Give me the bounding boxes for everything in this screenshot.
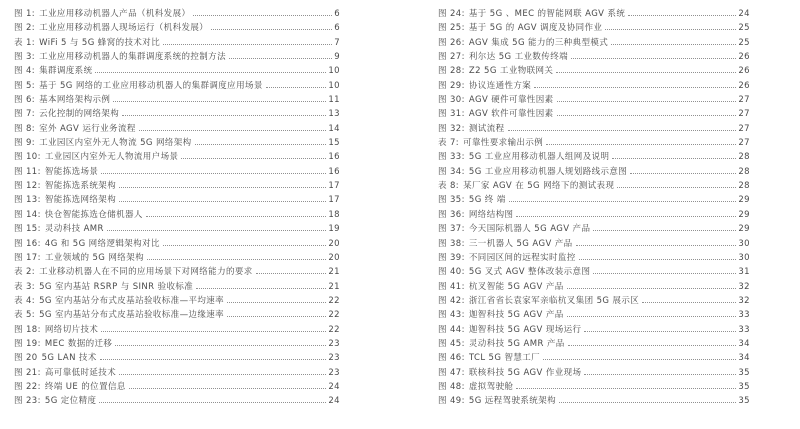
toc-entry[interactable] (14, 165, 340, 179)
toc-leader-dots (101, 172, 326, 174)
toc-leader-dots (516, 215, 736, 217)
toc-entry[interactable] (438, 265, 750, 279)
toc-entry-title: 5G 远程驾驶系统架构 (468, 396, 556, 407)
toc-entry-label: 图 33: (438, 152, 465, 163)
toc-entry-label: 图 24: (438, 9, 465, 19)
toc-entry-page: 7 (334, 37, 340, 48)
toc-entry-page: 26 (738, 52, 750, 63)
toc-entry-title: AGV 软件可靠性因素 (468, 109, 554, 120)
toc-entry-page: 32 (738, 281, 750, 292)
toc-entry-title: 三一机器人 5G AGV 产品 (468, 238, 573, 249)
toc-entry-title: 迦智科技 5G AGV 产品 (468, 310, 564, 321)
toc-entry[interactable] (438, 208, 750, 222)
toc-leader-dots (571, 57, 736, 59)
toc-entry-label: 图 12: (14, 181, 41, 192)
toc-entry-page: 31 (738, 267, 750, 278)
toc-leader-dots (576, 244, 737, 246)
toc-entry-label: 图 6: (14, 95, 36, 106)
toc-entry[interactable] (14, 394, 340, 408)
toc-entry[interactable] (438, 294, 750, 308)
toc-entry-label: 图 40: (438, 267, 465, 278)
toc-leader-dots (95, 71, 326, 73)
toc-entry-page: 24 (328, 381, 340, 392)
toc-leader-dots (508, 129, 737, 131)
toc-entry[interactable] (438, 136, 750, 150)
toc-entry-title: AGV 硬件可靠性因素 (468, 95, 554, 106)
toc-leader-dots (630, 172, 736, 174)
toc-entry-title: 协议连通性方案 (468, 80, 532, 91)
toc-entry-title: 5G 室内基站分布式皮基站验收标准—边缘速率 (39, 310, 225, 321)
toc-entry-page: 17 (328, 195, 340, 206)
toc-entry-title: MEC 数据的迁移 (44, 338, 113, 349)
toc-leader-dots (115, 344, 326, 346)
toc-entry-label: 图 4: (14, 66, 36, 77)
toc-entry[interactable] (14, 380, 340, 394)
toc-entry-title: 工业园区内室外无人物流用户场景 (44, 152, 179, 163)
toc-entry-title: 今天国际机器人 5G AGV 产品 (468, 224, 591, 235)
toc-entry-label: 图 26: (438, 37, 465, 48)
toc-entry-title: 某厂家 AGV 在 5G 网络下的测试表现 (463, 181, 615, 192)
toc-entry[interactable] (14, 237, 340, 251)
toc-entry-page: 34 (738, 338, 750, 349)
toc-entry-label: 图 5: (14, 80, 36, 91)
toc-entry-title: 工业领域的 5G 网络架构 (44, 252, 144, 263)
toc-leader-dots (107, 229, 327, 231)
toc-entry-title: 云化控制的网络架构 (39, 109, 120, 120)
toc-entry-label: 图 15: (14, 224, 41, 235)
toc-column-left (14, 7, 340, 409)
toc-entry[interactable] (14, 323, 340, 337)
toc-entry-label: 图 19: (14, 338, 41, 349)
toc-leader-dots (605, 28, 736, 30)
toc-entry-page: 33 (738, 324, 750, 335)
toc-entry[interactable] (438, 36, 750, 50)
toc-leader-dots (557, 100, 737, 102)
toc-entry-page: 16 (328, 166, 340, 177)
toc-entry-label: 图 30: (438, 95, 465, 106)
toc-entry-title: 网络切片技术 (44, 324, 99, 335)
toc-entry-label: 图 2: (14, 23, 36, 34)
toc-entry-title: 联核科技 5G AGV 作业现场 (468, 367, 582, 378)
toc-entry-label: 图 7: (14, 109, 36, 120)
toc-entry-page: 6 (334, 23, 340, 34)
toc-leader-dots (211, 28, 332, 30)
toc-leader-dots (119, 373, 326, 375)
toc-entry-page: 21 (328, 281, 340, 292)
toc-entry-title: 5G 定位精度 (44, 396, 97, 407)
toc-entry-label: 图 34: (438, 166, 465, 177)
toc-entry[interactable] (438, 79, 750, 93)
toc-entry-title: 5G 室内基站 RSRP 与 SINR 验收标准 (39, 281, 194, 292)
toc-entry-page: 11 (328, 95, 340, 106)
toc-entry-title: 5G 室内基站分布式皮基站验收标准—平均速率 (39, 295, 225, 306)
toc-leader-dots (256, 272, 327, 274)
toc-entry[interactable] (438, 7, 750, 21)
toc-entry[interactable] (438, 323, 750, 337)
toc-entry-title: 杭叉智能 5G AGV 产品 (468, 281, 564, 292)
toc-entry-page: 22 (328, 295, 340, 306)
toc-entry-page: 20 (328, 238, 340, 249)
toc-entry-page: 19 (328, 224, 340, 235)
toc-entry-label: 图 20 (14, 353, 38, 364)
toc-leader-dots (163, 43, 332, 45)
toc-entry[interactable] (14, 36, 340, 50)
toc-entry-page: 10 (328, 80, 340, 91)
toc-entry-label: 图 16: (14, 238, 41, 249)
toc-entry-page: 27 (738, 109, 750, 120)
toc-entry-label: 图 1: (14, 9, 36, 19)
toc-leader-dots (557, 114, 737, 116)
toc-leader-dots (628, 14, 736, 16)
toc-leader-dots (579, 258, 737, 260)
toc-entry-page: 25 (738, 37, 750, 48)
toc-entry-page: 29 (738, 224, 750, 235)
toc-entry-title: 4G 和 5G 网络逻辑架构对比 (44, 238, 160, 249)
toc-entry-title: 室外 AGV 运行业务流程 (39, 123, 136, 134)
toc-entry[interactable] (14, 64, 340, 78)
toc-entry-title: 基于 5G 、MEC 的智能网联 AGV 系统 (468, 9, 626, 19)
toc-entry-label: 图 45: (438, 338, 465, 349)
toc-entry-page: 27 (738, 95, 750, 106)
toc-entry-title: 基于 5G 的 AGV 调度及协同作业 (468, 23, 603, 34)
toc-entry[interactable] (438, 237, 750, 251)
toc-entry-page: 20 (328, 252, 340, 263)
toc-entry-label: 表 7: (438, 138, 460, 149)
toc-entry-label: 表 8: (438, 181, 460, 192)
toc-entry-title: 迦智科技 5G AGV 现场运行 (468, 324, 582, 335)
toc-entry[interactable] (438, 337, 750, 351)
toc-entry-page: 27 (738, 123, 750, 134)
toc-entry-page: 29 (738, 195, 750, 206)
toc-entry-page: 24 (738, 9, 750, 19)
toc-entry-page: 32 (738, 295, 750, 306)
toc-entry-label: 图 14: (14, 209, 41, 220)
toc-entry-title: WiFi 5 与 5G 蜂窝的技术对比 (39, 37, 161, 48)
toc-entry-title: 智能拣选系统架构 (44, 181, 117, 192)
toc-entry-label: 表 2: (14, 267, 36, 278)
toc-entry[interactable] (14, 222, 340, 236)
toc-entry-title: 工业应用移动机器人产品（机科发展） (39, 9, 191, 19)
toc-entry[interactable] (438, 366, 750, 380)
toc-leader-dots (556, 71, 736, 73)
toc-entry[interactable] (438, 394, 750, 408)
toc-entry[interactable] (14, 193, 340, 207)
toc-leader-dots (509, 200, 737, 202)
toc-entry-label: 图 25: (438, 23, 465, 34)
toc-entry-page: 16 (328, 152, 340, 163)
toc-entry-title: 虚拟驾驶舱 (468, 381, 514, 392)
toc-entry-label: 表 5: (14, 310, 36, 321)
toc-leader-dots (119, 200, 326, 202)
toc-entry[interactable] (14, 280, 340, 294)
toc-entry-label: 图 17: (14, 252, 41, 263)
toc-entry-title: 终端 UE 的位置信息 (44, 381, 126, 392)
toc-entry-title: 可靠性要求输出示例 (463, 138, 544, 149)
toc-entry-label: 图 10: (14, 152, 41, 163)
toc-entry-label: 图 3: (14, 52, 36, 63)
toc-entry[interactable] (14, 79, 340, 93)
toc-entry-label: 图 23: (14, 396, 41, 407)
toc-entry-page: 22 (328, 310, 340, 321)
toc-entry-page: 21 (328, 267, 340, 278)
toc-leader-dots (146, 215, 327, 217)
toc-leader-dots (593, 272, 736, 274)
toc-entry[interactable] (438, 122, 750, 136)
toc-entry-label: 图 46: (438, 353, 465, 364)
toc-leader-dots (227, 315, 326, 317)
toc-entry[interactable] (14, 308, 340, 322)
toc-leader-dots (593, 229, 736, 231)
toc-entry[interactable] (438, 179, 750, 193)
toc-entry-label: 图 41: (438, 281, 465, 292)
toc-entry[interactable] (14, 136, 340, 150)
toc-leader-dots (196, 287, 326, 289)
toc-entry-label: 图 28: (438, 66, 465, 77)
toc-entry-page: 30 (738, 238, 750, 249)
toc-entry-label: 图 44: (438, 324, 465, 335)
toc-entry-title: 工业应用移动机器人现场运行（机科发展） (39, 23, 209, 34)
toc-entry[interactable] (14, 93, 340, 107)
toc-entry-label: 图 48: (438, 381, 465, 392)
toc-entry-label: 图 11: (14, 166, 41, 177)
toc-leader-dots (611, 43, 736, 45)
toc-entry-page: 17 (328, 181, 340, 192)
toc-entry[interactable] (14, 351, 340, 365)
toc-entry[interactable] (438, 107, 750, 121)
toc-entry[interactable] (438, 351, 750, 365)
toc-entry[interactable] (14, 179, 340, 193)
toc-entry-title: 工业移动机器人在不同的应用场景下对网络能力的要求 (39, 267, 253, 278)
toc-entry-title: 5G 叉式 AGV 整体改装示意图 (468, 267, 591, 278)
toc-entry-page: 24 (328, 396, 340, 407)
toc-leader-dots (584, 373, 736, 375)
toc-entry[interactable] (438, 150, 750, 164)
toc-entry-page: 35 (738, 367, 750, 378)
toc-entry[interactable] (14, 366, 340, 380)
toc-entry[interactable] (14, 107, 340, 121)
toc-entry[interactable] (14, 122, 340, 136)
toc-entry-page: 9 (334, 52, 340, 63)
toc-entry-label: 图 37: (438, 224, 465, 235)
toc-entry-label: 图 43: (438, 310, 465, 321)
toc-entry-title: 智能拣选网络架构 (44, 195, 117, 206)
toc-leader-dots (567, 287, 737, 289)
toc-entry-page: 30 (738, 252, 750, 263)
toc-entry-label: 图 35: (438, 195, 465, 206)
toc-entry-page: 34 (738, 353, 750, 364)
toc-entry[interactable] (14, 265, 340, 279)
toc-leader-dots (99, 401, 326, 403)
toc-entry[interactable] (438, 193, 750, 207)
toc-leader-dots (163, 244, 326, 246)
toc-entry-label: 图 47: (438, 367, 465, 378)
toc-entry[interactable] (438, 308, 750, 322)
toc-entry-label: 图 38: (438, 238, 465, 249)
toc-entry-label: 图 49: (438, 396, 465, 407)
toc-leader-dots (546, 143, 736, 145)
toc-entry-title: 工业应用移动机器人的集群调度系统的控制方法 (39, 52, 226, 63)
toc-entry-label: 表 3: (14, 281, 36, 292)
toc-entry-title: 灵动科技 5G AMR 产品 (468, 338, 565, 349)
toc-leader-dots (266, 86, 327, 88)
toc-entry[interactable] (438, 93, 750, 107)
toc-entry-page: 23 (328, 367, 340, 378)
toc-entry-label: 图 32: (438, 123, 465, 134)
toc-leader-dots (516, 387, 736, 389)
toc-entry[interactable] (438, 21, 750, 35)
toc-entry-label: 图 8: (14, 123, 36, 134)
toc-entry-page: 28 (738, 166, 750, 177)
toc-entry[interactable] (438, 64, 750, 78)
toc-entry-page: 23 (328, 353, 340, 364)
toc-leader-dots (567, 315, 737, 317)
toc-entry-page: 35 (738, 396, 750, 407)
toc-entry-title: 5G LAN 技术 (41, 353, 97, 364)
toc-entry-title: 基于 5G 网络的工业应用移动机器人的集群调度应用场景 (39, 80, 263, 91)
toc-entry[interactable] (14, 337, 340, 351)
toc-entry-label: 图 31: (438, 109, 465, 120)
toc-leader-dots (559, 401, 736, 403)
toc-entry-page: 28 (738, 181, 750, 192)
toc-entry-page: 25 (738, 23, 750, 34)
toc-entry-label: 表 1: (14, 37, 36, 48)
toc-entry-title: 集群调度系统 (39, 66, 93, 77)
toc-leader-dots (181, 157, 326, 159)
toc-leader-dots (119, 186, 326, 188)
toc-leader-dots (122, 114, 326, 116)
toc-entry-title: 高可靠低时延技术 (44, 367, 117, 378)
toc-entry[interactable] (14, 50, 340, 64)
toc-entry[interactable] (14, 208, 340, 222)
toc-entry-page: 26 (738, 66, 750, 77)
toc-entry-label: 图 27: (438, 52, 465, 63)
toc-entry-label: 图 21: (14, 367, 41, 378)
toc-entry[interactable] (438, 50, 750, 64)
toc-leader-dots (229, 57, 332, 59)
toc-entry-page: 10 (328, 66, 340, 77)
toc-entry-label: 表 4: (14, 295, 36, 306)
toc-entry[interactable] (14, 251, 340, 265)
toc-entry-page: 26 (738, 80, 750, 91)
toc-column-right (438, 7, 750, 409)
toc-leader-dots (113, 100, 326, 102)
toc-leader-dots (100, 358, 327, 360)
toc-entry-label: 图 42: (438, 295, 465, 306)
toc-entry-page: 29 (738, 209, 750, 220)
toc-entry-label: 图 18: (14, 324, 41, 335)
toc-entry-label: 图 9: (14, 138, 36, 149)
toc-entry[interactable] (14, 21, 340, 35)
toc-leader-dots (584, 330, 736, 332)
toc-entry-title: 网络结构图 (468, 209, 514, 220)
toc-leader-dots (642, 301, 736, 303)
toc-leader-dots (534, 86, 736, 88)
toc-entry-page: 28 (738, 152, 750, 163)
toc-entry-title: 利尔达 5G 工业数传终端 (468, 52, 568, 63)
toc-entry[interactable] (438, 165, 750, 179)
toc-entry-page: 33 (738, 310, 750, 321)
toc-entry-title: 浙江省省长袁家军亲临杭叉集团 5G 展示区 (468, 295, 640, 306)
toc-entry-page: 6 (334, 9, 340, 19)
toc-leader-dots (139, 129, 327, 131)
toc-entry[interactable] (14, 294, 340, 308)
toc-entry[interactable] (438, 222, 750, 236)
toc-entry-title: Z2 5G 工业物联网关 (468, 66, 554, 77)
toc-leader-dots (147, 258, 326, 260)
toc-entry-label: 图 22: (14, 381, 41, 392)
toc-entry-page: 22 (328, 324, 340, 335)
toc-entry[interactable] (438, 251, 750, 265)
toc-entry-page: 23 (328, 338, 340, 349)
toc-entry-page: 18 (328, 209, 340, 220)
toc-leader-dots (129, 387, 327, 389)
toc-entry[interactable] (438, 280, 750, 294)
toc-entry-title: 测试流程 (468, 123, 505, 134)
toc-entry[interactable] (14, 150, 340, 164)
toc-leader-dots (193, 14, 332, 16)
toc-entry-title: 工业园区内室外无人物流 5G 网络架构 (39, 138, 192, 149)
toc-leader-dots (612, 157, 736, 159)
toc-leader-dots (568, 344, 737, 346)
toc-entry-label: 图 29: (438, 80, 465, 91)
toc-entry-title: 灵动科技 AMR (44, 224, 104, 235)
toc-entry-title: 基本网络架构示例 (39, 95, 111, 106)
toc-entry-title: 智能拣选场景 (44, 166, 99, 177)
toc-leader-dots (617, 186, 736, 188)
toc-entry-page: 35 (738, 381, 750, 392)
toc-entry-page: 27 (738, 138, 750, 149)
toc-entry-page: 14 (328, 123, 340, 134)
toc-leader-dots (101, 330, 326, 332)
toc-entry-page: 15 (328, 138, 340, 149)
toc-entry-page: 13 (328, 109, 340, 120)
toc-entry-title: AGV 集成 5G 能力的三种典型模式 (468, 37, 609, 48)
toc-leader-dots (195, 143, 327, 145)
toc-entry-title: 快仓智能拣选仓储机器人 (44, 209, 143, 220)
toc-entry-label: 图 36: (438, 209, 465, 220)
toc-leader-dots (227, 301, 326, 303)
toc-entry-label: 图 13: (14, 195, 41, 206)
toc-entry[interactable] (438, 380, 750, 394)
toc-entry[interactable] (14, 7, 340, 21)
toc-entry-title: 不同园区间的远程实时监控 (468, 252, 576, 263)
toc-entry-label: 图 39: (438, 252, 465, 263)
toc-entry-title: 5G 终 端 (468, 195, 506, 206)
toc-entry-title: 5G 工业应用移动机器人组网及说明 (468, 152, 610, 163)
toc-entry-title: TCL 5G 智慧工厂 (468, 353, 541, 364)
toc-entry-title: 5G 工业应用移动机器人规划路线示意图 (468, 166, 628, 177)
toc-leader-dots (543, 358, 736, 360)
